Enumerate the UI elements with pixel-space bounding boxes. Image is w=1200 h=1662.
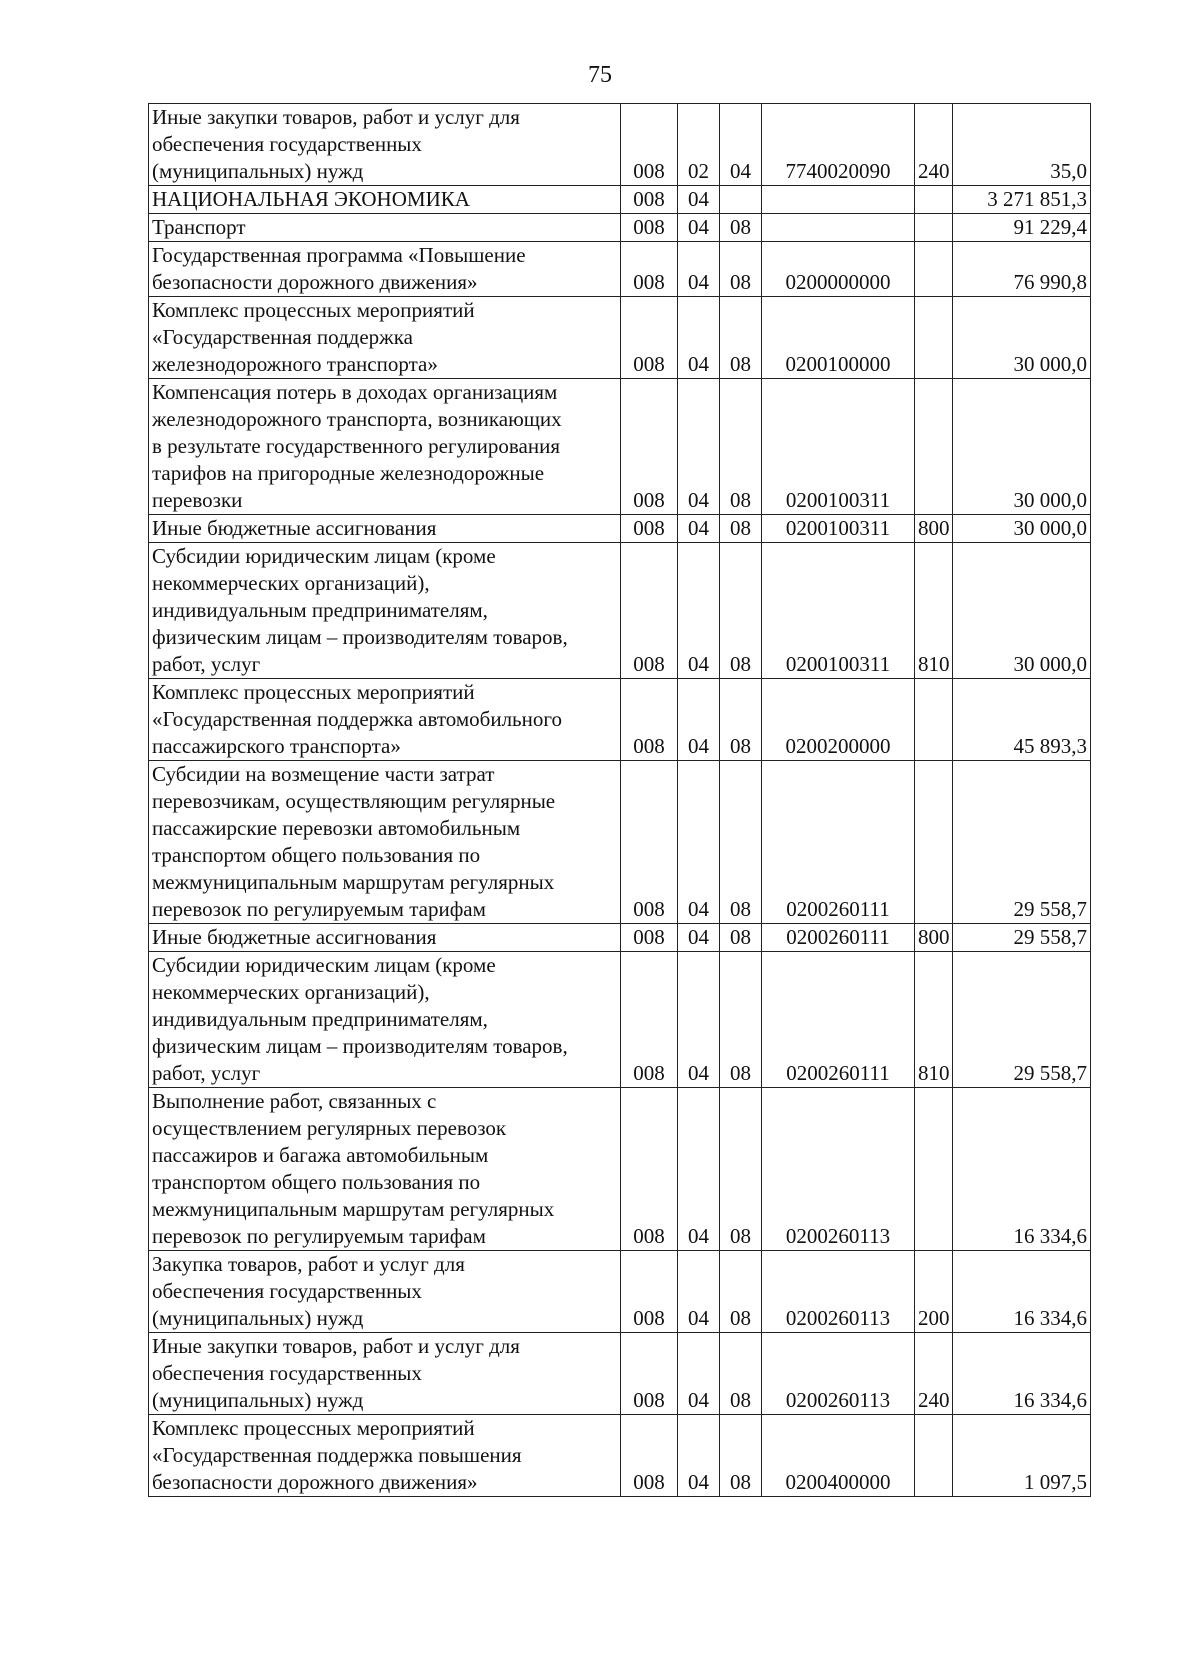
subsection-code-cell: 08 [720, 1333, 762, 1415]
ministry-code-cell: 008 [621, 1088, 678, 1251]
item-name-cell: Комплекс процессных мероприятий «Государственная поддержка повышения безопасности дорожного движения» [149, 1415, 621, 1497]
item-name-cell: Иные закупки товаров, работ и услуг для обеспечения государственных (муниципальных) нужд [149, 104, 621, 186]
item-name-cell: Компенсация потерь в доходах организациям железнодорожного транспорта, возникающих в результате государственного регулирования тарифов на пригородные железнодорожные перевозки [149, 379, 621, 515]
target-article-code-cell [762, 186, 915, 214]
target-article-code-cell: 0200260111 [762, 952, 915, 1088]
table-row [149, 543, 1091, 679]
subsection-code-cell: 08 [720, 1251, 762, 1333]
table-row [149, 1333, 1091, 1415]
subsection-code-cell: 08 [720, 214, 762, 242]
table-row [149, 515, 1091, 543]
section-code-cell: 04 [678, 761, 720, 924]
item-name-cell: Субсидии на возмещение части затрат перевозчикам, осуществляющим регулярные пассажирские перевозки автомобильным транспортом общего пользования по межмуниципальным маршрутам регулярных перевозок по регулируемым тарифам [149, 761, 621, 924]
section-code-cell: 02 [678, 104, 720, 186]
subsection-code-cell: 04 [720, 104, 762, 186]
expense-type-code-cell [915, 1415, 953, 1497]
expense-type-code-cell [915, 186, 953, 214]
budget-table [148, 103, 1091, 1497]
amount-cell: 3 271 851,3 [953, 186, 1091, 214]
target-article-code-cell: 0200400000 [762, 1415, 915, 1497]
page-number: 75 [588, 62, 612, 88]
amount-cell: 91 229,4 [953, 214, 1091, 242]
section-code-cell: 04 [678, 1251, 720, 1333]
amount-cell: 29 558,7 [953, 952, 1091, 1088]
item-name-cell: Выполнение работ, связанных с осуществлением регулярных перевозок пассажиров и багажа автомобильным транспортом общего пользования по межмуниципальным маршрутам регулярных перевозок по регулируемым тарифам [149, 1088, 621, 1251]
budget-table-body [149, 104, 1091, 1497]
table-row [149, 186, 1091, 214]
item-name-cell: Закупка товаров, работ и услуг для обеспечения государственных (муниципальных) нужд [149, 1251, 621, 1333]
ministry-code-cell: 008 [621, 679, 678, 761]
table-row [149, 1251, 1091, 1333]
section-code-cell: 04 [678, 543, 720, 679]
subsection-code-cell [720, 186, 762, 214]
amount-cell: 16 334,6 [953, 1088, 1091, 1251]
table-row [149, 761, 1091, 924]
amount-cell: 29 558,7 [953, 761, 1091, 924]
expense-type-code-cell: 200 [915, 1251, 953, 1333]
item-name-cell: Субсидии юридическим лицам (кроме некоммерческих организаций), индивидуальным предпринимателям, физическим лицам – производителям товаров, работ, услуг [149, 952, 621, 1088]
section-code-cell: 04 [678, 1088, 720, 1251]
amount-cell: 35,0 [953, 104, 1091, 186]
expense-type-code-cell: 240 [915, 104, 953, 186]
ministry-code-cell: 008 [621, 1415, 678, 1497]
table-row [149, 1088, 1091, 1251]
amount-cell: 45 893,3 [953, 679, 1091, 761]
ministry-code-cell: 008 [621, 952, 678, 1088]
ministry-code-cell: 008 [621, 242, 678, 297]
subsection-code-cell: 08 [720, 924, 762, 952]
target-article-code-cell: 0200260111 [762, 924, 915, 952]
table-row [149, 1415, 1091, 1497]
amount-cell: 30 000,0 [953, 515, 1091, 543]
expense-type-code-cell [915, 297, 953, 379]
item-name-cell: Иные закупки товаров, работ и услуг для обеспечения государственных (муниципальных) нужд [149, 1333, 621, 1415]
ministry-code-cell: 008 [621, 297, 678, 379]
target-article-code-cell: 0200100311 [762, 543, 915, 679]
target-article-code-cell: 0200260111 [762, 761, 915, 924]
expense-type-code-cell: 810 [915, 952, 953, 1088]
ministry-code-cell: 008 [621, 104, 678, 186]
subsection-code-cell: 08 [720, 761, 762, 924]
table-row [149, 242, 1091, 297]
amount-cell: 29 558,7 [953, 924, 1091, 952]
subsection-code-cell: 08 [720, 952, 762, 1088]
target-article-code-cell: 0200000000 [762, 242, 915, 297]
target-article-code-cell: 0200260113 [762, 1088, 915, 1251]
table-row [149, 952, 1091, 1088]
section-code-cell: 04 [678, 1333, 720, 1415]
expense-type-code-cell [915, 242, 953, 297]
section-code-cell: 04 [678, 214, 720, 242]
ministry-code-cell: 008 [621, 186, 678, 214]
ministry-code-cell: 008 [621, 214, 678, 242]
expense-type-code-cell [915, 1088, 953, 1251]
target-article-code-cell: 0200200000 [762, 679, 915, 761]
section-code-cell: 04 [678, 242, 720, 297]
amount-cell: 30 000,0 [953, 297, 1091, 379]
amount-cell: 16 334,6 [953, 1251, 1091, 1333]
target-article-code-cell: 0200100000 [762, 297, 915, 379]
section-code-cell: 04 [678, 186, 720, 214]
ministry-code-cell: 008 [621, 379, 678, 515]
subsection-code-cell: 08 [720, 515, 762, 543]
amount-cell: 30 000,0 [953, 379, 1091, 515]
table-row [149, 104, 1091, 186]
amount-cell: 76 990,8 [953, 242, 1091, 297]
subsection-code-cell: 08 [720, 1088, 762, 1251]
ministry-code-cell: 008 [621, 1251, 678, 1333]
expense-type-code-cell [915, 761, 953, 924]
target-article-code-cell: 7740020090 [762, 104, 915, 186]
section-code-cell: 04 [678, 297, 720, 379]
subsection-code-cell: 08 [720, 543, 762, 679]
expense-type-code-cell [915, 214, 953, 242]
subsection-code-cell: 08 [720, 242, 762, 297]
ministry-code-cell: 008 [621, 761, 678, 924]
ministry-code-cell: 008 [621, 543, 678, 679]
amount-cell: 16 334,6 [953, 1333, 1091, 1415]
table-row [149, 297, 1091, 379]
amount-cell: 30 000,0 [953, 543, 1091, 679]
expense-type-code-cell: 800 [915, 515, 953, 543]
item-name-cell: Транспорт [149, 214, 621, 242]
target-article-code-cell: 0200260113 [762, 1251, 915, 1333]
expense-type-code-cell [915, 379, 953, 515]
amount-cell: 1 097,5 [953, 1415, 1091, 1497]
subsection-code-cell: 08 [720, 679, 762, 761]
expense-type-code-cell: 240 [915, 1333, 953, 1415]
section-code-cell: 04 [678, 1415, 720, 1497]
subsection-code-cell: 08 [720, 297, 762, 379]
section-code-cell: 04 [678, 515, 720, 543]
ministry-code-cell: 008 [621, 924, 678, 952]
target-article-code-cell: 0200260113 [762, 1333, 915, 1415]
expense-type-code-cell: 810 [915, 543, 953, 679]
item-name-cell: Иные бюджетные ассигнования [149, 924, 621, 952]
item-name-cell: Субсидии юридическим лицам (кроме некоммерческих организаций), индивидуальным предпринимателям, физическим лицам – производителям товаров, работ, услуг [149, 543, 621, 679]
item-name-cell: Иные бюджетные ассигнования [149, 515, 621, 543]
target-article-code-cell: 0200100311 [762, 379, 915, 515]
table-row [149, 379, 1091, 515]
item-name-cell: Комплекс процессных мероприятий «Государственная поддержка железнодорожного транспорта» [149, 297, 621, 379]
section-code-cell: 04 [678, 379, 720, 515]
section-code-cell: 04 [678, 924, 720, 952]
ministry-code-cell: 008 [621, 515, 678, 543]
table-row [149, 679, 1091, 761]
item-name-cell: Комплекс процессных мероприятий «Государственная поддержка автомобильного пассажирского транспорта» [149, 679, 621, 761]
item-name-cell: НАЦИОНАЛЬНАЯ ЭКОНОМИКА [149, 186, 621, 214]
section-code-cell: 04 [678, 952, 720, 1088]
ministry-code-cell: 008 [621, 1333, 678, 1415]
target-article-code-cell: 0200100311 [762, 515, 915, 543]
subsection-code-cell: 08 [720, 1415, 762, 1497]
item-name-cell: Государственная программа «Повышение безопасности дорожного движения» [149, 242, 621, 297]
section-code-cell: 04 [678, 679, 720, 761]
table-row [149, 924, 1091, 952]
subsection-code-cell: 08 [720, 379, 762, 515]
table-row [149, 214, 1091, 242]
target-article-code-cell [762, 214, 915, 242]
expense-type-code-cell: 800 [915, 924, 953, 952]
expense-type-code-cell [915, 679, 953, 761]
